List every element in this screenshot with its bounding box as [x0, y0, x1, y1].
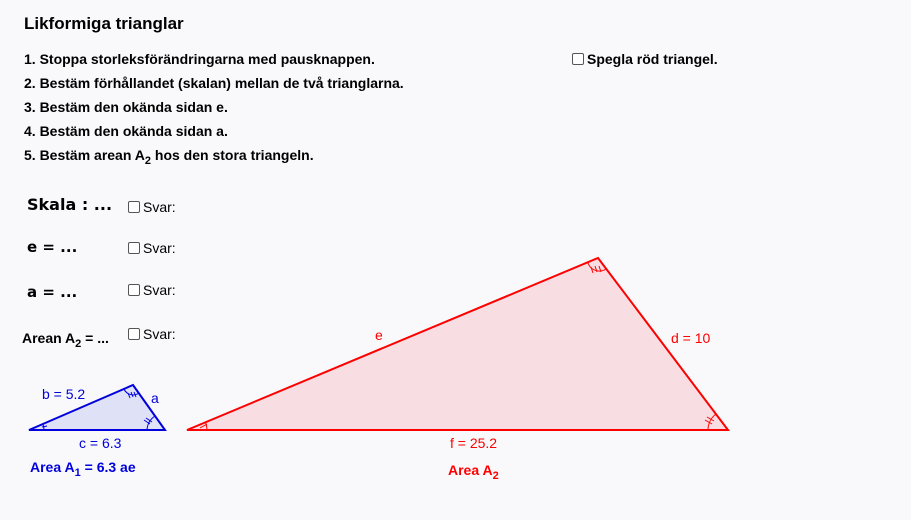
scale-answer-label: Svar:	[143, 199, 176, 215]
side-d-label: d = 10	[671, 330, 711, 346]
instruction-step-4: 4. Bestäm den okända sidan a.	[24, 123, 228, 139]
small-area-label: Area $A_1 = 6.3$ ae	[30, 459, 136, 479]
e-label: e = ...	[27, 238, 78, 256]
a-label: a = ...	[27, 283, 78, 301]
side-e-label: e	[375, 327, 383, 343]
side-b-label: b = 5.2	[42, 386, 86, 402]
side-c-label: c = 6.3	[79, 435, 122, 451]
area-label: Arean $A_2$ = ...	[22, 330, 109, 350]
e-answer-label: Svar:	[143, 240, 176, 256]
big-triangle	[187, 258, 728, 451]
instruction-step-5: 5. Bestäm arean $A_2$ hos den stora triangeln.	[24, 147, 314, 167]
big-area-label: Area $A_2$	[448, 462, 499, 482]
big-triangle-shape	[187, 258, 728, 430]
area-answer-label: Svar:	[143, 326, 176, 342]
instruction-step-2: 2. Bestäm förhållandet (skalan) mellan de två trianglarna.	[24, 75, 404, 91]
side-a-label: a	[151, 390, 159, 406]
page-title: Likformiga trianglar	[24, 14, 184, 33]
small-triangle	[29, 385, 165, 451]
instruction-step-3: 3. Bestäm den okända sidan e.	[24, 99, 228, 115]
scale-label: Skala : ...	[27, 195, 113, 214]
mirror-checkbox-label: Spegla röd triangel.	[587, 51, 718, 67]
a-answer-label: Svar:	[143, 282, 176, 298]
instruction-step-1: 1. Stoppa storleksförändringarna med pausknappen.	[24, 51, 375, 67]
side-f-label: f = 25.2	[450, 435, 498, 451]
